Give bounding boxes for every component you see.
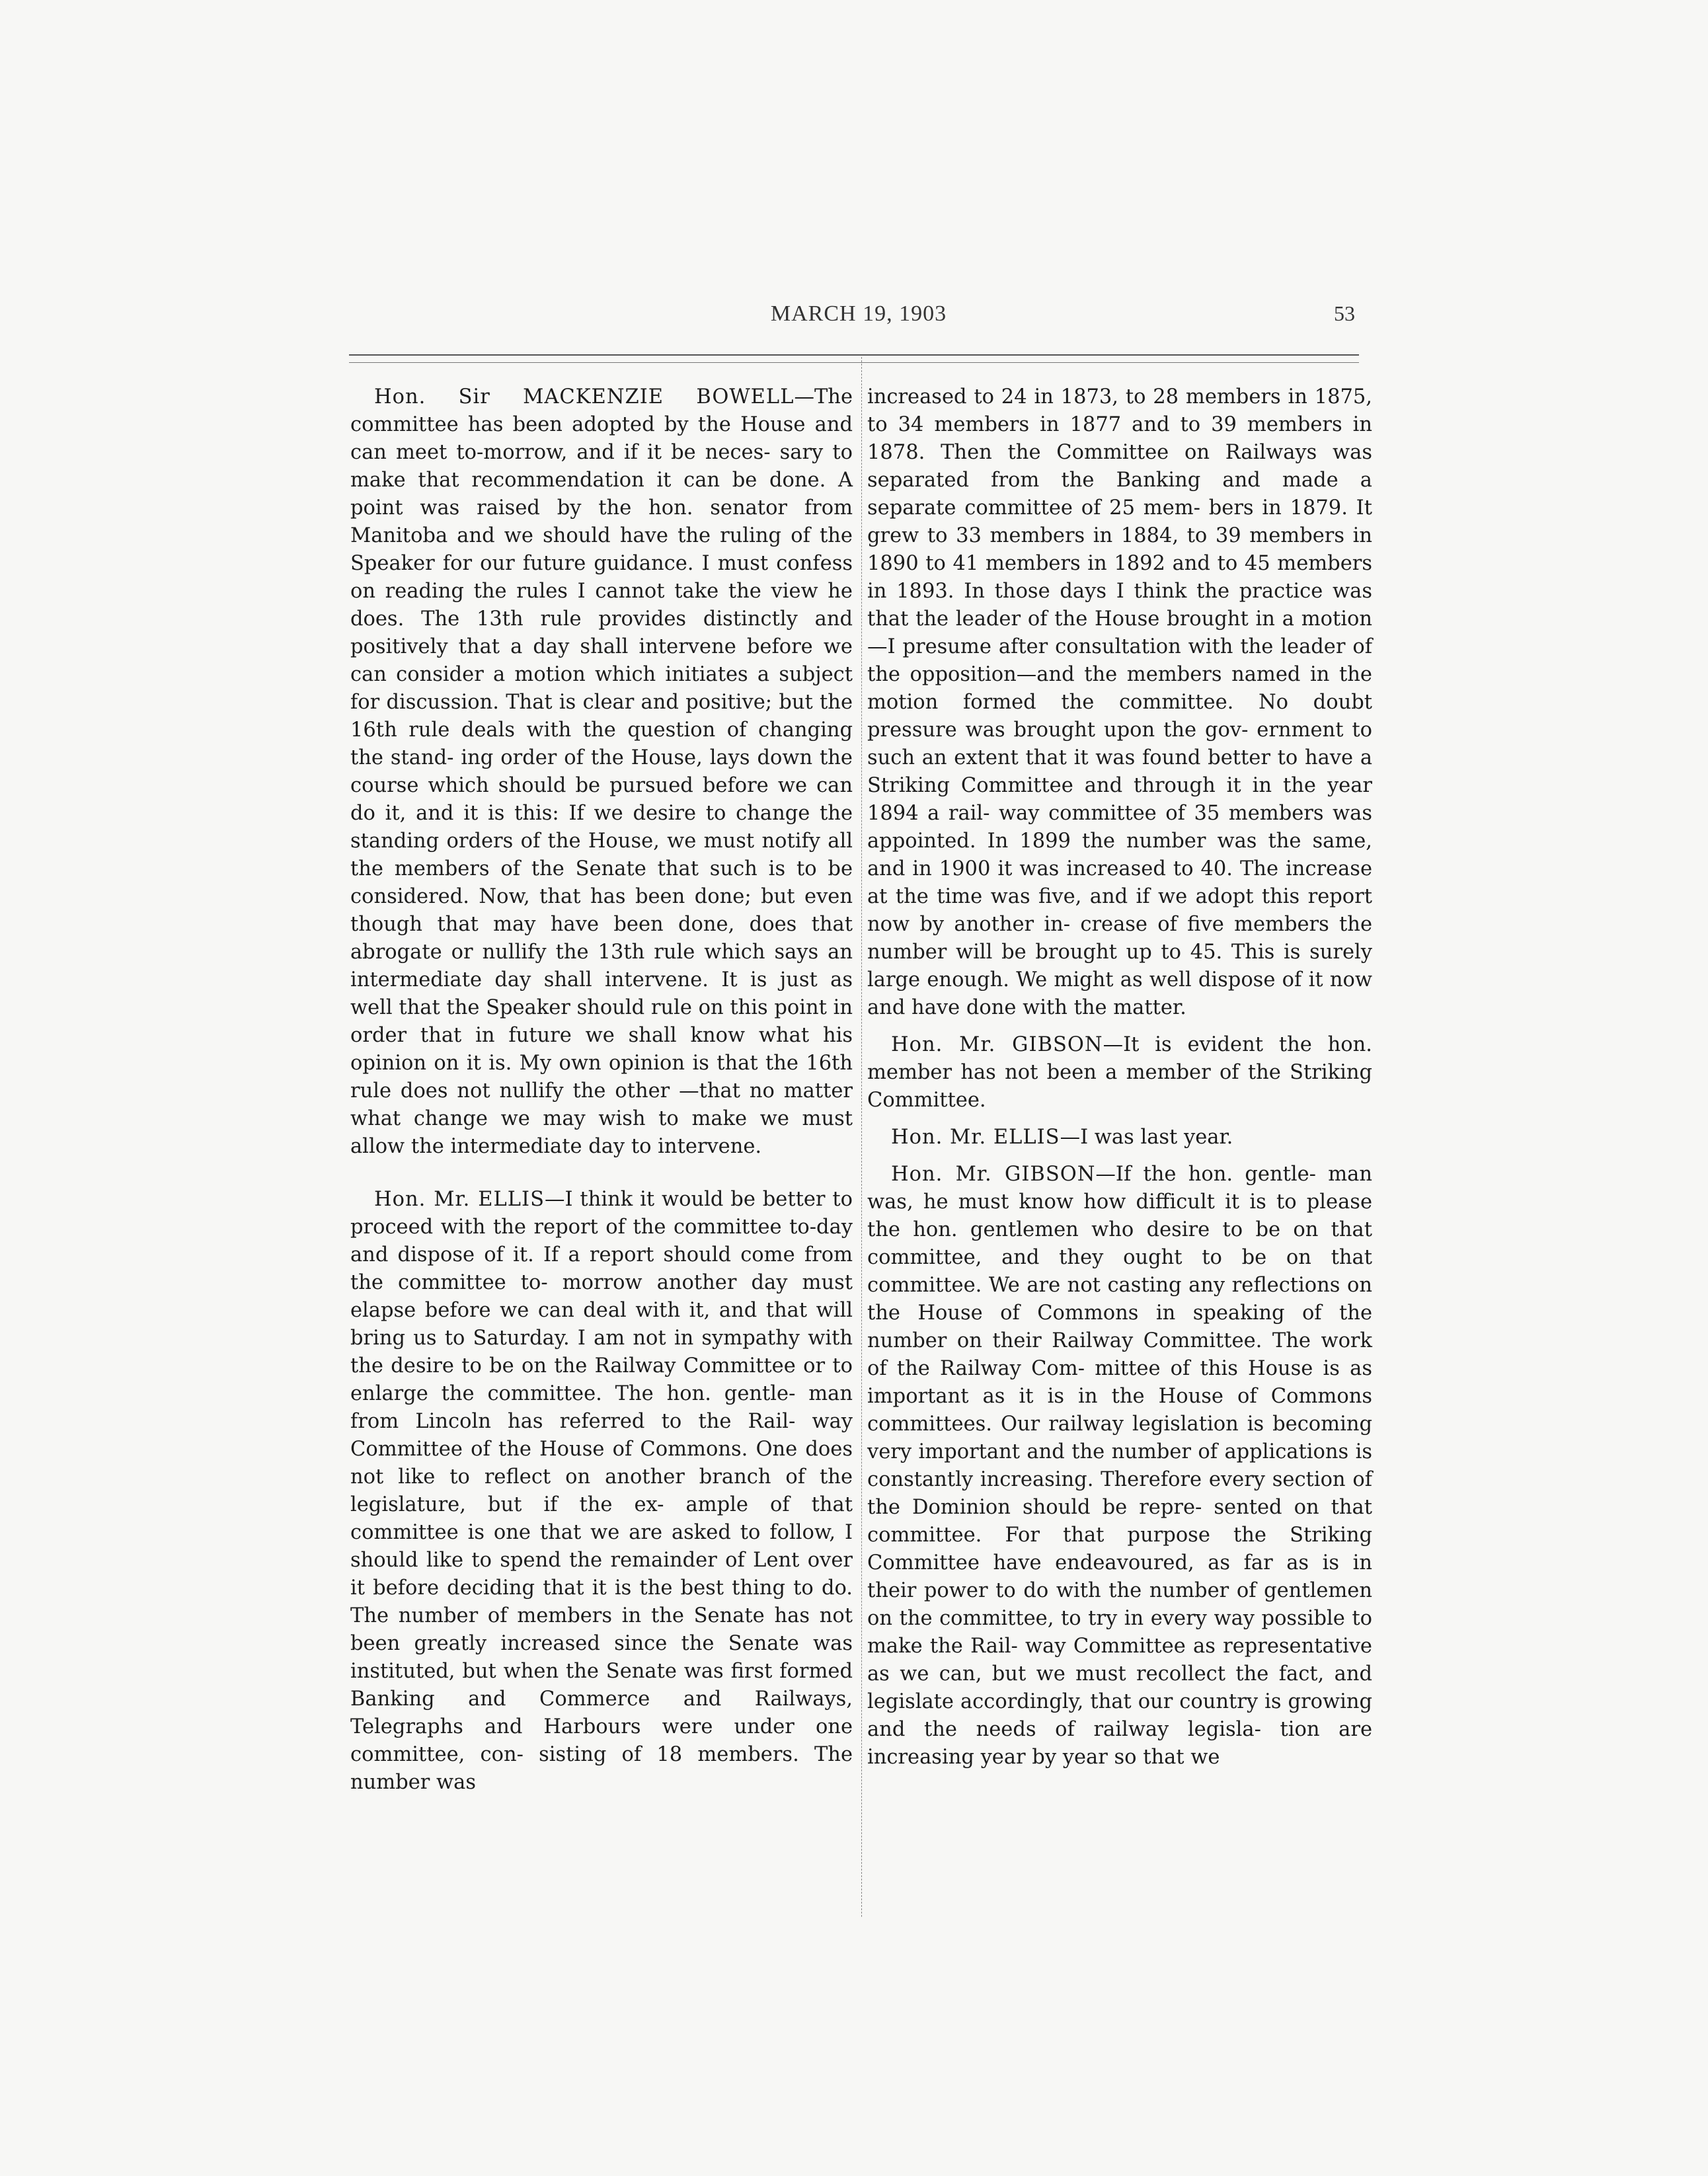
- paragraph-gibson-2: [867, 1161, 1372, 1771]
- speaker-name: Hon. Sir MACKENZIE BOWELL: [374, 385, 795, 408]
- paragraph-text: —I think it would be better to proceed with the report of the committee to-day and dispose of it. If a report should come from the committee to- morrow another day must elapse before we can deal with it, and that will bring us to Saturday. I am not in sympathy with the desire to be on the Railway Committee or to enlarge the committee. The hon. gentle- man from Lincoln has referred to the Rail- way Committee of the House of Commons. One does not like to reflect on another branch of the legislature, but if the ex- ample of that committee is one that we are asked to follow, I should like to spend the remainder of Lent over it before deciding that it is the best thing to do. The number of members in the Senate has not been greatly increased since the Senate was instituted, but when the Senate was first formed Banking and Commerce and Railways, Telegraphs and Harbours were under one committee, con- sisting of 18 members. The number was: [350, 1188, 853, 1794]
- right-column: [867, 383, 1372, 1771]
- header-rule-thin: [349, 362, 1359, 363]
- left-column: [350, 383, 853, 1797]
- page-number: 53: [1334, 301, 1355, 325]
- paragraph-ellis: [350, 1186, 853, 1797]
- paragraph-text: —I was last year.: [1060, 1126, 1233, 1149]
- paragraph-bowell: [350, 383, 853, 1161]
- speaker-name: Hon. Mr. GIBSON: [891, 1163, 1096, 1186]
- paragraph-gibson-1: [867, 1031, 1372, 1114]
- page-header: [345, 301, 1360, 333]
- paragraph-text: —The committee has been adopted by the House and can meet to-morrow, and if it be neces- sary to make that recommendation it can be done. A point was raised by the hon. senator from Manitoba and we should have the ruling of the Speaker for our future guidance. I must confess on reading the rules I cannot take the view he does. The 13th rule provides distinctly and positively that a day shall intervene before we can consider a motion which initiates a subject for discussion. That is clear and positive; but the 16th rule deals with the question of changing the stand- ing order of the House, lays down the course which should be pursued before we can do it, and it is this: If we desire to change the standing orders of the House, we must notify all the members of the Senate that such is to be considered. Now, that has been done; but even though that may have been done, does that abrogate or nullify the 13th rule which says an intermediate day shall intervene. It is just as well that the Speaker should rule on this point in order that in future we shall know what his opinion on it is. My own opinion is that the 16th rule does not nullify the other —that no matter what change we may wish to make we must allow the intermediate day to intervene.: [350, 385, 853, 1158]
- speaker-name: Hon. Mr. ELLIS: [891, 1126, 1060, 1149]
- header-rule: [349, 354, 1359, 356]
- speaker-name: Hon. Mr. ELLIS: [374, 1188, 545, 1211]
- column-separator: [861, 357, 862, 1917]
- paragraph-ellis-2: [867, 1124, 1372, 1151]
- speaker-name: Hon. Mr. GIBSON: [891, 1033, 1103, 1056]
- paragraph-text: —It is evident the hon. member has not been a member of the Striking Committee.: [867, 1033, 1372, 1112]
- paragraph-text: increased to 24 in 1873, to 28 members in 1875, to 34 members in 1877 and to 39 members in 1878. Then the Committee on Railways was separated from the Banking and made a separate committee of 25 mem- bers in 1879. It grew to 33 members in 1884, to 39 members in 1890 to 41 members in 1892 and to 45 members in 1893. In those days I think the practice was that the leader of the House brought in a motion—I presume after consultation with the leader of the opposition—and the members named in the motion formed the committee. No doubt pressure was brought upon the gov- ernment to such an extent that it was found better to have a Striking Committee and through it in the year 1894 a rail- way committee of 35 members was appointed. In 1899 the number was the same, and in 1900 it was increased to 40. The increase at the time was five, and if we adopt this report now by another in- crease of five members the number will be brought up to 45. This is surely large enough. We might as well dispose of it now and have done with the matter.: [867, 385, 1372, 1019]
- paragraph-continuation: [867, 383, 1372, 1022]
- paragraph-text: —If the hon. gentle- man was, he must know how difficult it is to please the hon. gentlemen who desire to be on that committee, and they ought to be on that committee. We are not casting any reflections on the House of Commons in speaking of the number on their Railway Committee. The work of the Railway Com- mittee of this House is as important as it is in the House of Commons committees. Our railway legislation is becoming very important and the number of applications is constantly increasing. Therefore every section of the Dominion should be repre- sented on that committee. For that purpose the Striking Committee have endeavoured, as far as is in their power to do with the number of gentlemen on the committee, to try in every way possible to make the Rail- way Committee as representative as we can, but we must recollect the fact, and legislate accordingly, that our country is growing and the needs of railway legisla- tion are increasing year by year so that we: [867, 1163, 1372, 1769]
- running-head: MARCH 19, 1903: [770, 301, 947, 326]
